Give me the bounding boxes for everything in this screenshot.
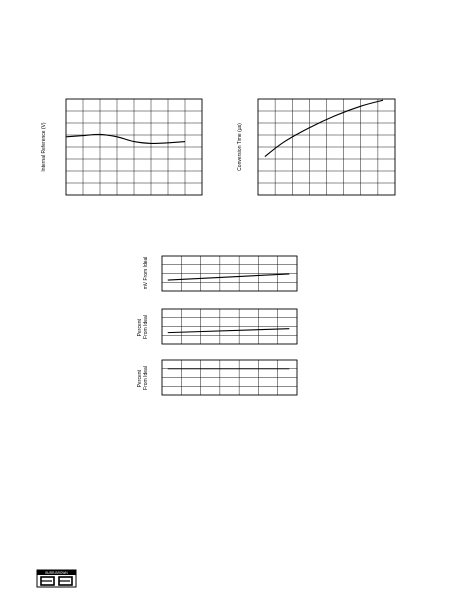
logo-banner-text: BURR-BROWN <box>45 571 68 575</box>
grid <box>162 309 297 344</box>
series-line <box>66 134 185 143</box>
grid <box>66 99 202 195</box>
chart-mv-from-ideal <box>143 256 297 291</box>
y-axis-label-line-2: From Ideal <box>143 366 149 390</box>
grid <box>162 360 297 395</box>
burr-brown-logo <box>37 570 76 587</box>
y-axis-label <box>137 315 149 339</box>
series-group <box>168 329 290 333</box>
series-line <box>168 329 290 333</box>
y-axis-label: Internal Reference (V) <box>41 122 47 172</box>
series-group <box>66 134 185 143</box>
series-line <box>265 100 383 156</box>
y-axis-label-line-1: Percent <box>137 370 143 388</box>
y-axis-label-line-2: From Ideal <box>143 315 149 339</box>
y-axis-label-line-1: Percent <box>137 319 143 337</box>
chart-internal-reference <box>41 99 202 195</box>
chart-conversion-time <box>237 99 395 195</box>
grid <box>162 256 297 291</box>
y-axis-label: mV From Ideal <box>143 256 149 290</box>
grid <box>258 99 395 195</box>
series-line <box>168 274 290 280</box>
y-axis-label: Conversion Time (µs) <box>237 123 243 171</box>
series-group <box>265 100 383 156</box>
y-axis-label <box>137 366 149 390</box>
chart-percent-from-ideal-2 <box>137 360 297 395</box>
chart-percent-from-ideal-1 <box>137 309 297 344</box>
series-group <box>168 274 290 280</box>
